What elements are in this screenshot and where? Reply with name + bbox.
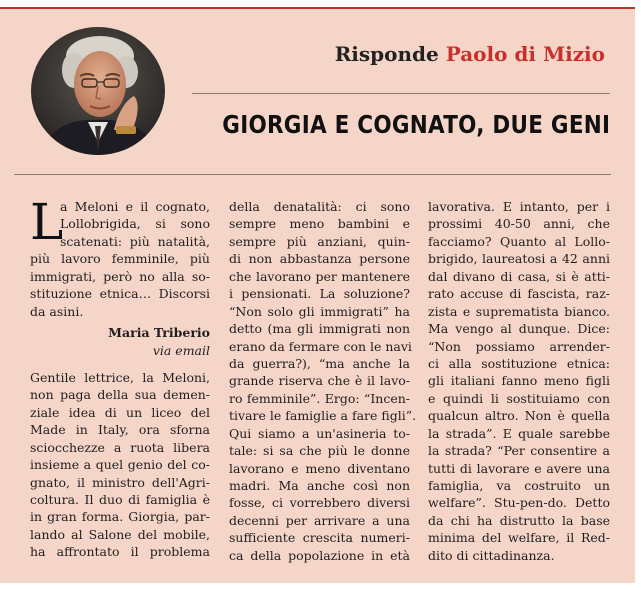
- reply-line: decenni per arrivare a una: [229, 512, 410, 528]
- reader-letter: [30, 193, 210, 359]
- reply-line: “Non solo gli immigrati” ha: [229, 303, 410, 319]
- letter-signature: Maria Triberio: [108, 325, 210, 341]
- reply-line: ca della popolazione in età: [229, 547, 410, 563]
- reply-line: sciocchezze a ruota libera: [30, 439, 210, 455]
- reply-line: ziale idea di un liceo del: [30, 404, 210, 420]
- reply-line: madri. Ma anche così non: [229, 478, 410, 493]
- letter-source: via email: [152, 342, 210, 358]
- reply-line: prossimi 40-50 anni, che: [428, 216, 610, 232]
- reply-line: “Non possiamo arrender-: [428, 338, 610, 354]
- drop-cap: L: [30, 193, 64, 251]
- reply-line: insieme a quel genio del co-: [30, 457, 210, 473]
- reply-line: lavorativa. E intanto, per i: [428, 199, 610, 214]
- reply-line: sempre più anziani, quin-: [229, 233, 410, 249]
- header-divider: [192, 93, 610, 94]
- reply-line: detto (ma gli immigrati non: [229, 321, 410, 337]
- bottom-margin: [0, 583, 641, 590]
- reply-line: in gran forma. Giorgia, par-: [30, 509, 210, 525]
- reply-line: ha affrontato il problema: [30, 544, 210, 560]
- text-column-3: [428, 198, 610, 564]
- byline: [335, 42, 605, 66]
- reply-line: lando al Salone del mobile,: [30, 526, 210, 542]
- author-avatar: [30, 26, 166, 156]
- author-portrait: [30, 26, 166, 156]
- reply-line: Gentile lettrice, la Meloni,: [30, 369, 210, 385]
- letter-line: scatenati: più natalità,: [60, 233, 210, 249]
- reply-line: ci alla sostituzione etnica:: [428, 355, 610, 371]
- reply-line: sempre meno bambini e: [229, 216, 410, 232]
- reply-line: di non abbastanza persone: [229, 251, 410, 267]
- reply-line: ro femminile”. Ergo: “Incen-: [229, 390, 410, 406]
- letter-line: Lollobrigida, si sono: [60, 216, 210, 232]
- reply-line: tutti di lavorare e avere una: [428, 460, 610, 476]
- reply-line: dito di cittadinanza.: [428, 547, 555, 563]
- right-margin: [635, 0, 641, 590]
- reply-line: Qui siamo a un'asineria to-: [229, 425, 410, 441]
- reply-line: dal divano di casa, si è atti-: [428, 268, 610, 284]
- reply-line: brigido, laureatosi a 42 anni: [428, 251, 610, 267]
- reply-line: sufficiente crescita numeri-: [229, 530, 410, 546]
- reply-line: tale: si sa che più le donne: [229, 443, 410, 459]
- reply-line: gli italiani fanno meno figli: [428, 373, 610, 389]
- reply-line: erano da fermare con le navi: [229, 338, 412, 354]
- reply-line: da chi ha distrutto la base: [428, 512, 610, 528]
- reply-line: non paga della sua demen-: [30, 387, 210, 403]
- reply-line: zista e suprematista bianco.: [428, 303, 610, 319]
- reply-part-1: [30, 369, 210, 561]
- reply-line: la strada”. E quale sarebbe: [428, 425, 610, 441]
- reply-line: fosse, ci vorrebbero diversi: [229, 495, 410, 511]
- text-column-1: [30, 193, 210, 561]
- reply-line: che lavorano per mantenere: [229, 268, 410, 284]
- headline-divider: [14, 174, 611, 175]
- reply-line: facciamo? Quanto al Lollo-: [428, 233, 610, 249]
- reply-line: grande riserva che è il lavo-: [229, 373, 410, 389]
- letter-line: a Meloni e il cognato,: [60, 199, 210, 214]
- reply-line: minima del welfare, il Red-: [428, 530, 610, 546]
- reply-line: la strada? “Per consentire a: [428, 443, 610, 459]
- text-column-2: [229, 198, 417, 564]
- byline-prefix: Risponde: [334, 42, 439, 66]
- letter-line: più lavoro femminile, più: [30, 251, 210, 267]
- letter-line: stituzione etnica… Discorsi: [30, 286, 210, 302]
- reply-line: coltura. Il duo di famiglia è: [30, 492, 210, 507]
- letter-line: immigrati, però no alla so-: [30, 268, 210, 284]
- reply-line: famiglia, va costruito un: [428, 478, 610, 493]
- reply-line: Ma vengo al dunque. Dice:: [428, 321, 610, 337]
- reply-line: qualcun altro. Non è quella: [428, 408, 610, 424]
- reply-line: da guerra?), “ma anche la: [229, 355, 410, 371]
- reply-line: della denatalità: ci sono: [229, 199, 410, 214]
- byline-author: Paolo di Mizio: [445, 42, 605, 66]
- top-margin: [0, 0, 641, 7]
- reply-line: e quindi li sostituiamo con: [428, 390, 610, 406]
- reply-line: gnato, il ministro dell'Agri-: [30, 474, 210, 490]
- reply-line: lavorano e meno diventano: [229, 460, 410, 476]
- reply-line: rato accuse di fascista, raz-: [428, 286, 610, 302]
- reply-line: tivare le famiglie a fare figli”.: [229, 408, 417, 424]
- article-headline: GIORGIA E COGNATO, DUE GENI: [222, 110, 611, 139]
- reply-line: welfare”. Stu-pen-do. Detto: [428, 495, 610, 511]
- letter-line: da asini.: [30, 303, 84, 319]
- reply-line: Made in Italy, ora sforna: [30, 422, 210, 438]
- reply-line: i pensionati. La soluzione?: [229, 286, 410, 302]
- top-accent-line: [0, 7, 641, 9]
